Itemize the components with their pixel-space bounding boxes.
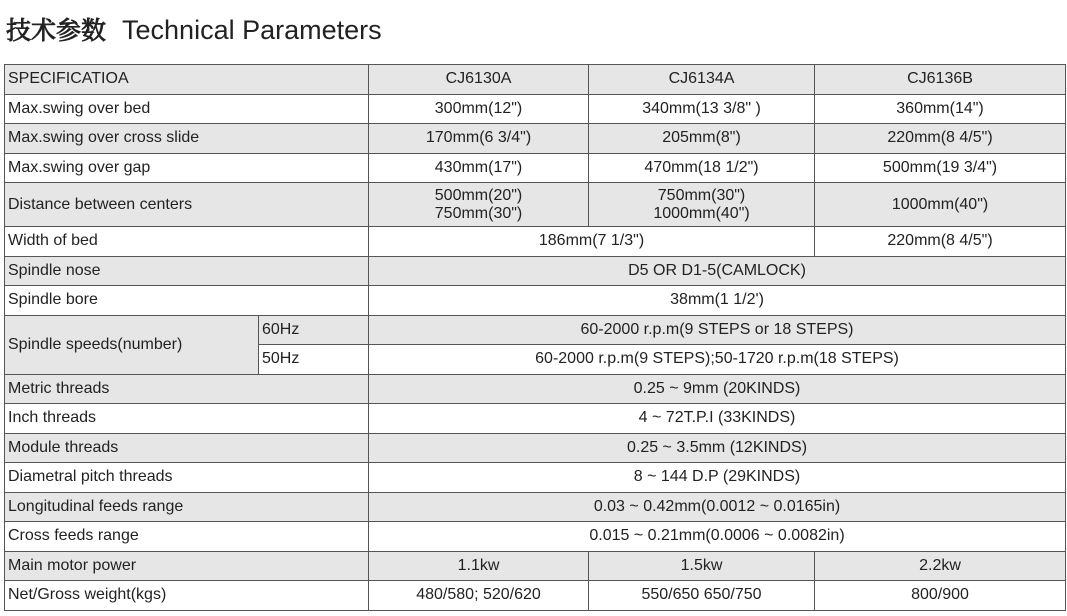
- cell: [589, 183, 815, 227]
- row-label: Spindle speeds(number): [5, 315, 259, 374]
- cell: D5 OR D1-5(CAMLOCK): [369, 256, 1066, 286]
- cell: 1.5kw: [589, 551, 815, 581]
- table-row: [5, 256, 1066, 286]
- cell: 38mm(1 1/2'): [369, 286, 1066, 316]
- row-label: Metric threads: [5, 374, 369, 404]
- title-english: Technical Parameters: [122, 15, 382, 45]
- row-label: Main motor power: [5, 551, 369, 581]
- cell: 8 ~ 144 D.P (29KINDS): [369, 463, 1066, 493]
- cell: 186mm(7 1/3"): [369, 227, 815, 257]
- cell: 470mm(18 1/2"): [589, 153, 815, 183]
- cell: 170mm(6 3/4"): [369, 124, 589, 154]
- header-model: CJ6136B: [815, 65, 1066, 95]
- cell: 300mm(12"): [369, 94, 589, 124]
- cell: 2.2kw: [815, 551, 1066, 581]
- table-row: [5, 551, 1066, 581]
- row-label: Inch threads: [5, 404, 369, 434]
- row-label: Diametral pitch threads: [5, 463, 369, 493]
- sub-label: 50Hz: [259, 345, 369, 375]
- cell: 4 ~ 72T.P.I (33KINDS): [369, 404, 1066, 434]
- table-row: [5, 94, 1066, 124]
- header-spec: SPECIFICATIOA: [5, 65, 369, 95]
- row-label: Max.swing over bed: [5, 94, 369, 124]
- cell: 0.03 ~ 0.42mm(0.0012 ~ 0.0165in): [369, 492, 1066, 522]
- cell: 550/650 650/750: [589, 581, 815, 611]
- cell: 220mm(8 4/5"): [815, 124, 1066, 154]
- table-row: [5, 183, 1066, 227]
- cell: 1000mm(40"): [815, 183, 1066, 227]
- cell: 0.25 ~ 3.5mm (12KINDS): [369, 433, 1066, 463]
- cell: 0.015 ~ 0.21mm(0.0006 ~ 0.0082in): [369, 522, 1066, 552]
- sub-label: 60Hz: [259, 315, 369, 345]
- cell-line: 750mm(30"): [434, 204, 523, 222]
- row-label: Spindle nose: [5, 256, 369, 286]
- table-row: [5, 124, 1066, 154]
- technical-parameters-table: [4, 64, 1066, 611]
- cell: 480/580; 520/620: [369, 581, 589, 611]
- cell: [369, 183, 589, 227]
- table-row: [5, 315, 1066, 345]
- cell: 60-2000 r.p.m(9 STEPS or 18 STEPS): [369, 315, 1066, 345]
- row-label: Max.swing over gap: [5, 153, 369, 183]
- cell: 340mm(13 3/8" ): [589, 94, 815, 124]
- cell: 60-2000 r.p.m(9 STEPS);50-1720 r.p.m(18 STEPS): [369, 345, 1066, 375]
- table-row: [5, 404, 1066, 434]
- table-row: [5, 374, 1066, 404]
- title-chinese: 技术参数: [6, 16, 107, 45]
- row-label: Cross feeds range: [5, 522, 369, 552]
- cell-line: 750mm(30"): [657, 186, 746, 204]
- cell: 220mm(8 4/5"): [815, 227, 1066, 257]
- row-label: Net/Gross weight(kgs): [5, 581, 369, 611]
- cell: 430mm(17"): [369, 153, 589, 183]
- row-label: Max.swing over cross slide: [5, 124, 369, 154]
- cell: 500mm(19 3/4"): [815, 153, 1066, 183]
- row-label: Spindle bore: [5, 286, 369, 316]
- table-row: [5, 522, 1066, 552]
- table-row: [5, 433, 1066, 463]
- row-label: Width of bed: [5, 227, 369, 257]
- table-row: [5, 227, 1066, 257]
- cell: 360mm(14"): [815, 94, 1066, 124]
- table-row: [5, 463, 1066, 493]
- cell: 1.1kw: [369, 551, 589, 581]
- table-header-row: [5, 65, 1066, 95]
- row-label: Module threads: [5, 433, 369, 463]
- table-row: [5, 581, 1066, 611]
- header-model: CJ6130A: [369, 65, 589, 95]
- cell-line: 500mm(20"): [434, 186, 523, 204]
- header-model: CJ6134A: [589, 65, 815, 95]
- row-label: Longitudinal feeds range: [5, 492, 369, 522]
- cell: 0.25 ~ 9mm (20KINDS): [369, 374, 1066, 404]
- cell-line: 1000mm(40"): [653, 204, 750, 222]
- row-label: Distance between centers: [5, 183, 369, 227]
- page-title: [6, 12, 382, 49]
- table-row: [5, 153, 1066, 183]
- cell: 800/900: [815, 581, 1066, 611]
- table-row: [5, 492, 1066, 522]
- table-row: [5, 286, 1066, 316]
- cell: 205mm(8"): [589, 124, 815, 154]
